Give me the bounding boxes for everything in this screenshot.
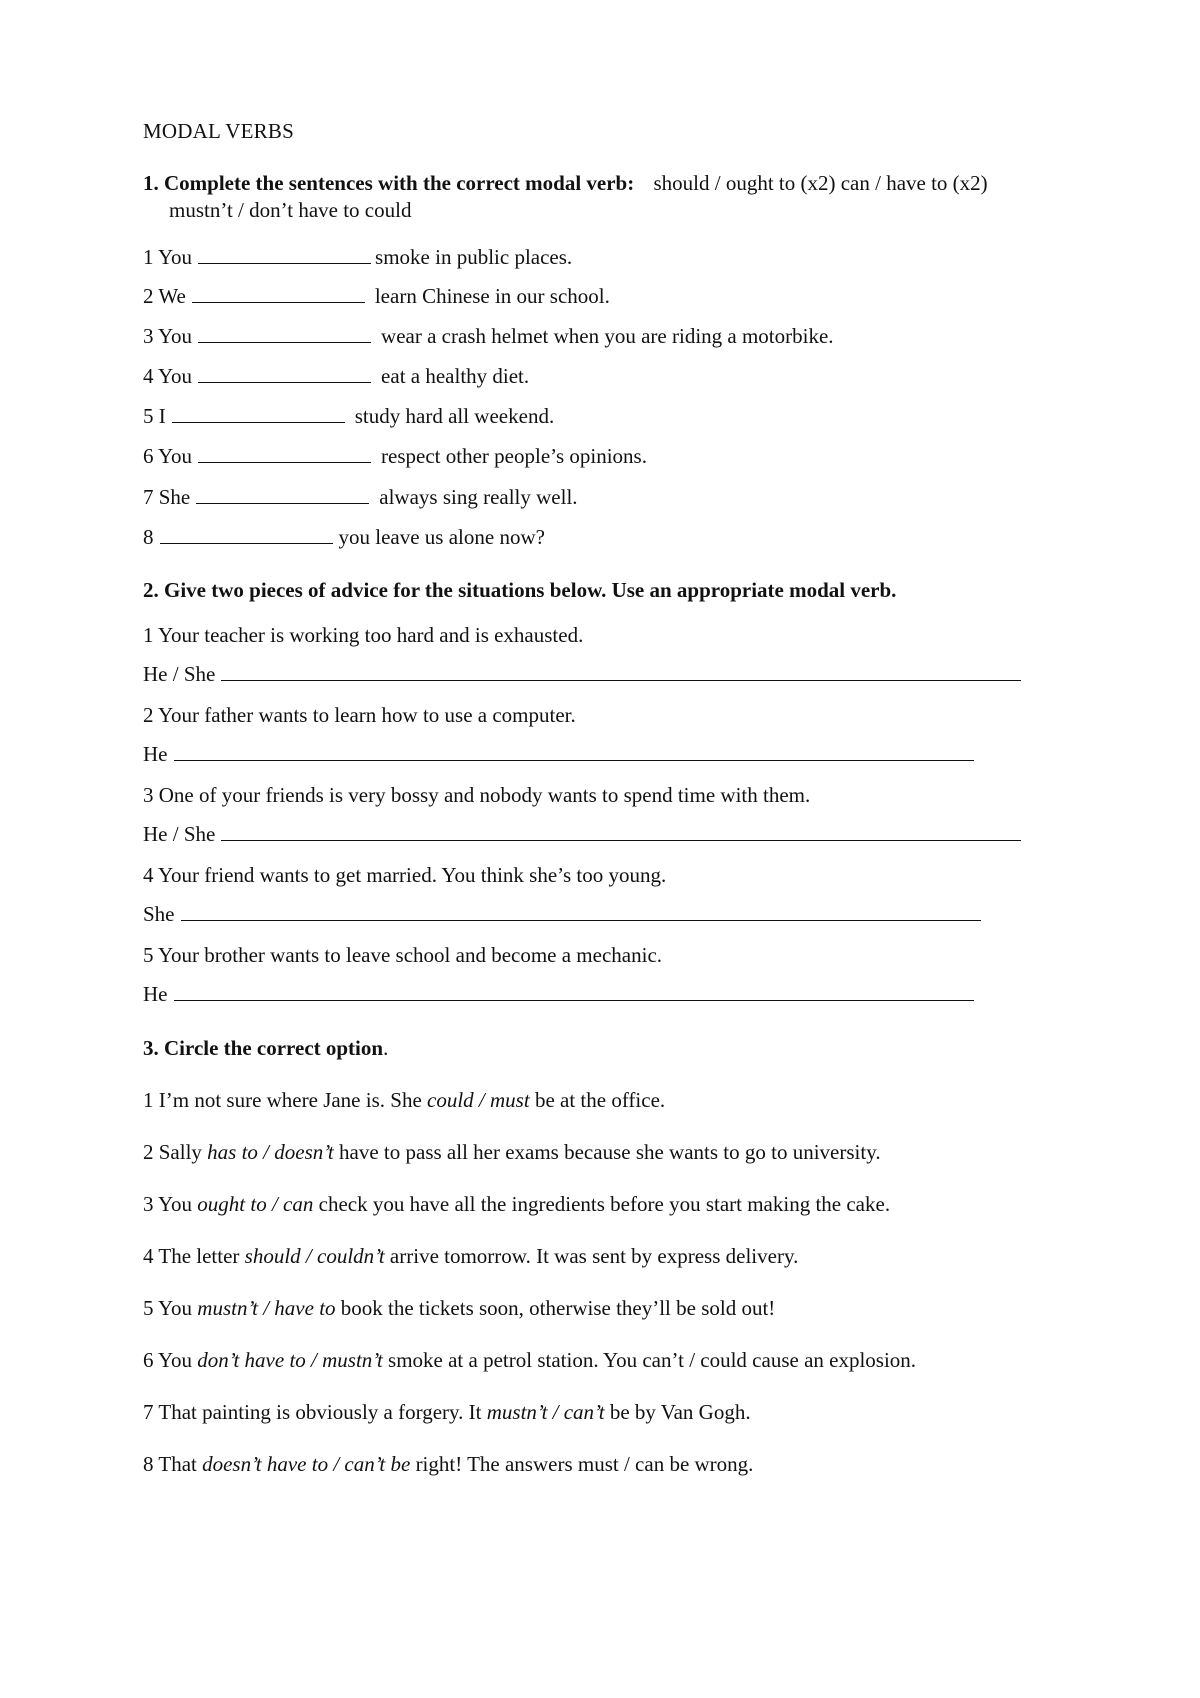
s2-situation-2: 2 Your father wants to learn how to use a computer. — [143, 703, 576, 727]
s2-answer-4-subject: She — [143, 902, 175, 926]
s1-item-4-after: eat a healthy diet. — [381, 364, 530, 388]
s3-item-2-pre: 2 Sally — [143, 1140, 208, 1164]
s3-item-5-options[interactable]: mustn’t / have to — [197, 1296, 336, 1320]
s3-item-1-post: be at the office. — [529, 1088, 666, 1112]
s1-item-8-before: 8 — [143, 525, 154, 549]
s3-item-8-options[interactable]: doesn’t have to / can’t be — [202, 1452, 411, 1476]
s1-item-6-after: respect other people’s opinions. — [381, 444, 647, 468]
s3-item-2-options[interactable]: has to / doesn’t — [207, 1140, 334, 1164]
s2-answer-2 — [143, 741, 974, 767]
s1-item-6-before: 6 You — [143, 444, 193, 468]
s1-item-1-before: 1 You — [143, 245, 193, 269]
s1-item-1-blank[interactable] — [198, 245, 371, 264]
s1-item-8-blank[interactable] — [160, 525, 333, 544]
s2-answer-4-line[interactable] — [181, 902, 981, 921]
s3-item-7-options[interactable]: mustn’t / can’t — [486, 1400, 605, 1424]
s1-item-4-blank[interactable] — [198, 364, 371, 383]
s1-item-3-blank[interactable] — [198, 324, 371, 343]
s2-answer-5-line[interactable] — [174, 982, 974, 1001]
s1-item-1 — [143, 244, 572, 270]
page-title: MODAL VERBS — [143, 119, 294, 143]
s3-item-7-post: be by Van Gogh. — [604, 1400, 751, 1424]
section1-options-line2: mustn’t / don’t have to could — [169, 198, 412, 222]
s1-item-7-after: always sing really well. — [379, 485, 578, 509]
s3-item-6-pre: 6 You — [143, 1348, 198, 1372]
s3-item-7-pre: 7 That painting is obviously a forgery. It — [143, 1400, 487, 1424]
s1-item-8 — [143, 524, 545, 550]
s2-answer-2-subject: He — [143, 742, 168, 766]
s2-answer-3 — [143, 821, 1021, 847]
s2-situation-4: 4 Your friend wants to get married. You think she’s too young. — [143, 863, 667, 887]
s1-item-1-after: smoke in public places. — [375, 245, 573, 269]
section1-heading-line — [143, 170, 988, 196]
s1-item-2-blank[interactable] — [192, 284, 365, 303]
s2-answer-3-subject: He / She — [143, 822, 216, 846]
s3-item-4-options[interactable]: should / couldn’t — [244, 1244, 385, 1268]
s3-item-2 — [143, 1139, 881, 1165]
s1-item-3 — [143, 323, 834, 349]
s3-item-3 — [143, 1191, 890, 1217]
section3-heading-period: . — [383, 1036, 389, 1060]
s3-item-3-options[interactable]: ought to / can — [197, 1192, 314, 1216]
s2-answer-3-line[interactable] — [221, 822, 1021, 841]
s1-item-3-before: 3 You — [143, 324, 193, 348]
s1-item-3-after: wear a crash helmet when you are riding a motorbike. — [381, 324, 834, 348]
s3-item-4-pre: 4 The letter — [143, 1244, 245, 1268]
s3-item-8-pre: 8 That — [143, 1452, 203, 1476]
s1-item-2 — [143, 283, 610, 309]
s3-item-7 — [143, 1399, 751, 1425]
section3-heading: 3. Circle the correct option — [143, 1036, 384, 1060]
s1-item-7-before: 7 She — [143, 485, 191, 509]
s1-item-2-before: 2 We — [143, 284, 186, 308]
s1-item-7-blank[interactable] — [196, 485, 369, 504]
s3-item-6 — [143, 1347, 916, 1373]
s1-item-2-after: learn Chinese in our school. — [374, 284, 610, 308]
s2-answer-5-subject: He — [143, 982, 168, 1006]
s3-item-6-post: smoke at a petrol station. You can’t / could cause an explosion. — [382, 1348, 917, 1372]
s3-item-3-pre: 3 You — [143, 1192, 198, 1216]
s2-situation-1: 1 Your teacher is working too hard and is exhausted. — [143, 623, 584, 647]
s2-answer-1 — [143, 661, 1021, 687]
section3-heading-line — [143, 1035, 388, 1061]
s3-item-4-post: arrive tomorrow. It was sent by express delivery. — [384, 1244, 799, 1268]
s3-item-6-options[interactable]: don’t have to / mustn’t — [197, 1348, 383, 1372]
s3-item-4 — [143, 1243, 798, 1269]
s2-answer-4 — [143, 901, 981, 927]
s3-item-5-pre: 5 You — [143, 1296, 198, 1320]
s3-item-1-options[interactable]: could / must — [427, 1088, 530, 1112]
s1-item-5-before: 5 I — [143, 404, 166, 428]
section1-options-line1: should / ought to (x2) can / have to (x2) — [653, 171, 988, 195]
s3-item-2-post: have to pass all her exams because she wants to go to university. — [333, 1140, 881, 1164]
s3-item-1 — [143, 1087, 665, 1113]
s1-item-5-after: study hard all weekend. — [354, 404, 555, 428]
s2-answer-1-subject: He / She — [143, 662, 216, 686]
s2-situation-5: 5 Your brother wants to leave school and become a mechanic. — [143, 943, 663, 967]
s2-answer-1-line[interactable] — [221, 662, 1021, 681]
s3-item-8 — [143, 1451, 753, 1477]
s1-item-5-blank[interactable] — [172, 404, 345, 423]
s2-answer-2-line[interactable] — [174, 742, 974, 761]
s1-item-6-blank[interactable] — [198, 444, 371, 463]
s3-item-1-pre: 1 I’m not sure where Jane is. She — [143, 1088, 428, 1112]
section2-heading: 2. Give two pieces of advice for the situations below. Use an appropriate modal verb. — [143, 578, 897, 602]
s3-item-8-post: right! The answers must / can be wrong. — [410, 1452, 754, 1476]
s1-item-5 — [143, 403, 554, 429]
s1-item-8-after: you leave us alone now? — [338, 525, 545, 549]
s1-item-4-before: 4 You — [143, 364, 193, 388]
s1-item-4 — [143, 363, 529, 389]
s1-item-6 — [143, 443, 647, 469]
s2-situation-3: 3 One of your friends is very bossy and nobody wants to spend time with them. — [143, 783, 811, 807]
s3-item-5 — [143, 1295, 775, 1321]
s3-item-3-post: check you have all the ingredients before you start making the cake. — [313, 1192, 891, 1216]
s2-answer-5 — [143, 981, 974, 1007]
s3-item-5-post: book the tickets soon, otherwise they’ll be sold out! — [335, 1296, 776, 1320]
s1-item-7 — [143, 484, 578, 510]
section1-heading: 1. Complete the sentences with the correct modal verb: — [143, 171, 635, 195]
